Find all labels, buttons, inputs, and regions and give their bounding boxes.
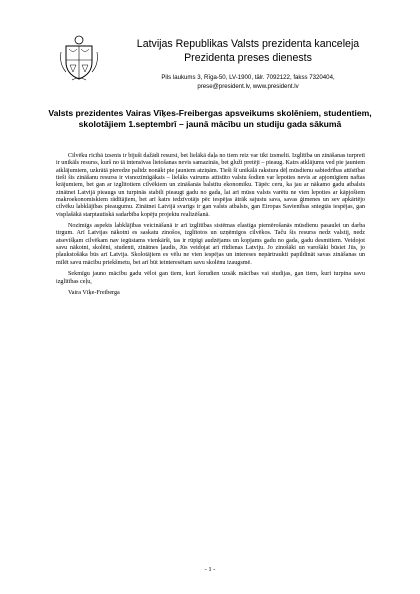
institution-name: Latvijas Republikas Valsts prezidenta kanceleja (136, 38, 360, 50)
contact-address (118, 74, 378, 91)
paragraph-3: Sekmīgu jauno mācību gadu vēlot gan tiem, kuri šorudien uzsāk mācības vai studijas, gan tiem, kuri turpina savu izglītības ceļu, (56, 271, 365, 285)
department-name: Prezidenta preses dienests (184, 51, 312, 64)
document-body (56, 153, 365, 301)
signature: Vaira Vīķe-Freiberga (68, 289, 120, 296)
paragraph-1: Cilvēku rīcībā izsenis ir bijuši dažādi resursi, bet lielākā daļa no tiem reiz var tikt izsmelti. Izglītība un zināšanas turpretī ir unikāls resurss, kurš no tā intensīvas lietošanas nevis samazinās, bet gluži pretēji – pieaug. Katrs atklājums ved pie jauniem atklājumiem, uzkrātā pieredze palīdz nonākt pie jauniem atziņām. Tieši šī unikālā rakstura dēļ mūsdienu sabiedrības attīstībai tieši šis zināšanu resurss ir visnozīmīgākais – lielāks vairums attīstīto valstu šodien var lepoties nevis ar apjomīgiem naftas krājumiem, bet gan ar izglītotiem cilvēkiem un zināšanās balstītu ekonomiku. Tāpēc ceru, ka jau ar nākamo gadu atbalsts zinātnei Latvijā pieaugs un turpinās stabili pieaugt gadu no gada, lai arī mūsu valsts varētu ne vien lepoties ar kāpjošiem makroekonomiskiem rādītājiem, bet arī katrs iedzīvotājs pēc iespējas ātrāk sajustu sava, savas ģimenes un sev apkārtējo cilvēku labklājības pieaugumu. Zinātnei Latvijā svarīgs ir gan valsts atbalsts, gan Eiropas Savienības sniegtās iespējas, gan visplašākā starptautiskā sadarbība kopēju projektu realizēšanā. (56, 153, 365, 218)
institution-header (118, 38, 378, 65)
coat-of-arms-icon (58, 32, 100, 82)
paragraph-2: Nozīmīgs aspekts labklājības veicināšanā ir arī izglītības sistēmas elastīga piemērošanās mūsdienu pasaulei un darba tirgum. Arī Latvijas nākotni es saskatu zinošos, izglītotos un uzņēmīgos cilvēkos. Taču šis resurss nedz valstij, nedz atsevišķam cilvēkam nav iegūstams vienkārši, tas ir rūpīgi audzējams un kopjams gadu no gada, gadu desmitiem. Veidojot savu nākotni, skolēni, studenti, zinātnes ļaudis, Jūs veidojat arī rītdienas Latviju. Jo zinošāki un varošāki būsiet Jūs, jo plaukstošāka būs arī Latvija. Skolotājiem es vēlu ne vien iespējas un intereses nepārtraukti papildināt savas zināšanas un mīlēt savu mācību priekšmetu, bet arī būt ieinteresētam savu skolēnu izaugsmē. (56, 223, 365, 266)
email-web-line: prese@president.lv, www.president.lv (197, 82, 299, 90)
address-line: Pils laukums 3, Rīga-50, LV-1900, tālr. 7092122, fakss 7320404, (161, 74, 335, 81)
document-title: Valsts prezidentes Vairas Vīķes-Freibergas apsveikums skolēniem, studentiem, skolotājiem 1.septembrī – jaunā mācību un studiju gada sākumā (48, 108, 372, 129)
page-number: - 1 - (204, 566, 216, 573)
